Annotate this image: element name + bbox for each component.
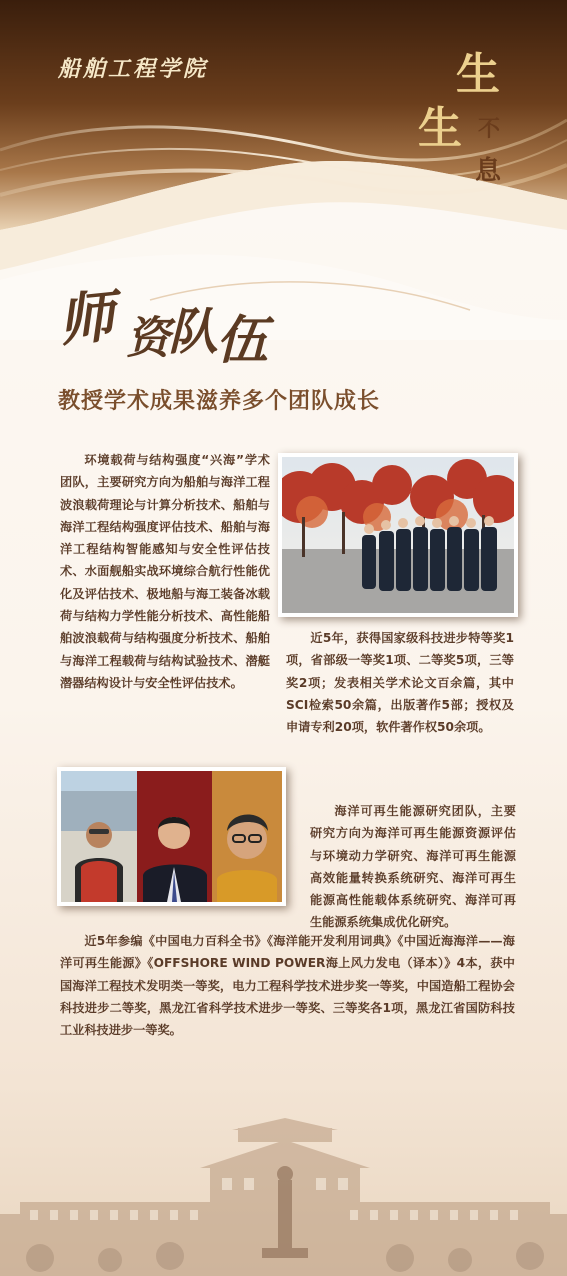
- team1-intro: 环境载荷与结构强度“兴海”学术团队，主要研究方向为船舶与海洋工程波浪载荷理论与计算分析技术、船舶与海洋工程结构强度评估技术、船舶与海洋工程结构智能感知与安全性评估技术、水面舰船实战环境综合航行性能优化及评估技术、极地船与海工装备冰载荷与结构力学性能分析技术、高性能船舶波浪载荷与结构强度分析技术、船舶与海洋工程载荷与结构试验技术、潜艇潜器结构设计与安全性评估技术。: [60, 453, 270, 690]
- college-name: 船舶工程学院: [58, 56, 209, 82]
- main-building-silhouette: [0, 1118, 567, 1276]
- section-subtitle: 教授学术成果滋养多个团队成长: [58, 389, 381, 414]
- team2-achievements: 近5年参编《中国电力百科全书》《海洋能开发利用词典》《中国近海海洋——海洋可再生能源》《OFFSHORE WIND POWER海上风力发电（译本）》4本，获中国海洋工程技术发明类一等奖，电力工程科学技术进步奖一等奖，中国造船工程协会科技进步二等奖，黑龙江省科学技术进步一等奖、三等奖各1项，黑龙江省国防科技工业科技进步一等奖。: [60, 934, 515, 1038]
- slogan-char-1: 生: [456, 49, 500, 100]
- slogan-char-4: 息: [475, 156, 502, 186]
- section-title-char-2: 资: [126, 313, 170, 364]
- slogan-char-2: 生: [418, 103, 462, 154]
- team1-group-photo: [278, 453, 518, 617]
- section-title-char-1: 师: [55, 283, 118, 355]
- section-title-char-4: 伍: [216, 310, 269, 371]
- team1-achievements: 近5年，获得国家级科技进步特等奖1项，省部级一等奖1项、二等奖5项，三等奖2项；发表相关学术论文百余篇，其中SCI检索50余篇，出版著作5部；授权及申请专利20项，软件著作权50余项。: [286, 631, 514, 735]
- slogan-char-3: 不: [478, 116, 501, 142]
- team2-intro: 海洋可再生能源研究团队，主要研究方向为海洋可再生能源资源评估与环境动力学研究、海洋可再生能源高效能量转换系统研究、海洋可再生能源高性能载体系统研究、海洋可再生能源系统集成优化研究。: [310, 804, 516, 930]
- section-title-char-3: 队: [168, 302, 218, 361]
- team2-portrait-collage: [57, 767, 286, 906]
